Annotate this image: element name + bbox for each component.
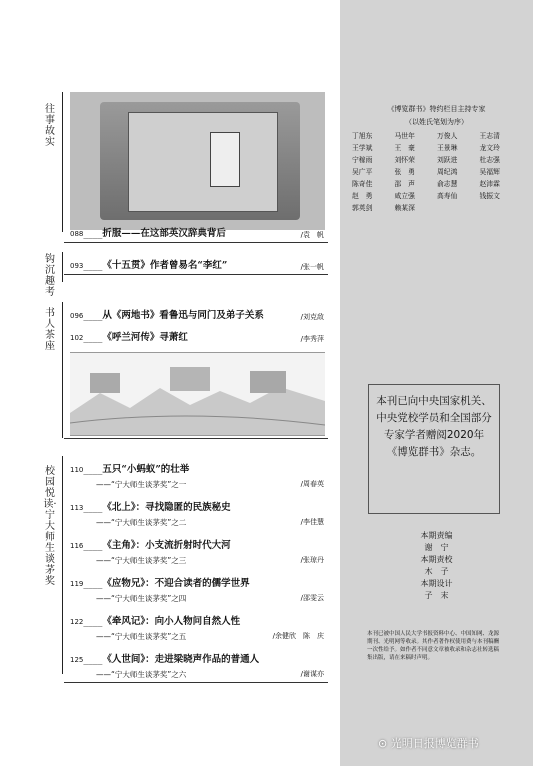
copyright-notice: 本刊已被中国人民大学书报资料中心、中国知网、龙源期刊、光明网等收录。其作者著作权使用费与本刊稿酬一次性给予。如作者不同意文章被收录和杂志社转选稿集出版，请在来稿时声明。 (367, 631, 500, 661)
expert-name: 赖某深 (394, 204, 415, 212)
expert-name: 周纪鸿 (437, 168, 458, 176)
toc-entry[interactable]: 110____五只“小蚂蚁”的壮举 /周春英 (70, 464, 324, 488)
watermark: ⊙ 光明日报博览群书 (378, 737, 479, 750)
expert-name: 赵 勇 (352, 192, 373, 200)
expert-name: 张 勇 (394, 168, 415, 176)
entry-subtitle: ——“宁大师生谈茅奖”之三 (96, 556, 187, 565)
expert-name: 王 豪 (394, 144, 415, 152)
section-label: 钩沉趣考 (45, 254, 55, 298)
expert-name: 刘怀荣 (394, 156, 415, 164)
experts-list (352, 130, 522, 212)
section-bar (62, 252, 63, 282)
toc-entry[interactable]: 093____《十五贯》作者曾易名“李红” /张一帆 (70, 260, 324, 271)
expert-name: 杜志强 (479, 156, 500, 164)
experts-heading: 《博览群书》特约栏目主持专家 （以姓氏笔划为序） (387, 105, 486, 126)
toc-entry[interactable]: 119____《应物兄》：不迎合读者的儒学世界 /邵雯云 (70, 578, 324, 602)
dictionary-photo (70, 92, 325, 230)
expert-name: 王景琳 (437, 144, 458, 152)
section-label: 书人茶座 (45, 308, 55, 352)
entry-subtitle: ——“宁大师生谈茅奖”之四 (96, 594, 187, 603)
toc-entry[interactable]: 088____折服——在这部英汉辞典背后 /袁 帆 (70, 228, 324, 239)
expert-name: 宁稼雨 (352, 156, 373, 164)
expert-name: 陈奇佳 (352, 180, 373, 188)
toc-entry[interactable]: 125____《人世间》：走进梁晓声作品的普通人 /谢谋亦 (70, 654, 324, 678)
section-label: 往事故实 (45, 104, 55, 148)
entry-subtitle: ——“宁大师生谈茅奖”之六 (96, 670, 187, 679)
toc-entry[interactable]: 122____《牵风记》：向小人物问自然人性 /余健欣 陈 庆 (70, 616, 324, 640)
section-bar (62, 92, 63, 232)
expert-name: 赵沛霖 (479, 180, 500, 188)
entry-subtitle: ——“宁大师生谈茅奖”之二 (96, 518, 187, 527)
toc-entry[interactable]: 113____《北上》：寻找隐匿的民族秘史 /李佳慧 (70, 502, 324, 526)
toc-entry[interactable]: 116____《主角》：小支流折射时代大河 /张琼丹 (70, 540, 324, 564)
expert-name: 郭英剑 (352, 204, 373, 212)
expert-name: 龙文玲 (479, 144, 500, 152)
section-bar (62, 302, 63, 438)
editors-credits: 本期责编 谢 宁 本期责校 木 子 本期设计 子 末 (420, 531, 453, 600)
expert-name: 刘跃进 (437, 156, 458, 164)
toc-entry[interactable]: 102____《呼兰河传》寻萧红 /李秀萍 (70, 332, 324, 343)
expert-name: 王志清 (479, 132, 500, 140)
expert-name: 吴广平 (352, 168, 373, 176)
town-illustration (70, 352, 325, 436)
expert-name: 俞志慧 (437, 180, 458, 188)
expert-name: 丁旭东 (352, 132, 373, 140)
expert-name: 邵 声 (394, 180, 415, 188)
expert-name: 马世年 (394, 132, 415, 140)
section-label: 校园悦读·宁大师生谈茅奖 (43, 466, 57, 587)
expert-name: 高寿仙 (437, 192, 458, 200)
gift-notice-box: 本刊已向中央国家机关、中央党校学员和全国部分专家学者赠阅2020年《博览群书》杂志。 (368, 384, 500, 514)
expert-name: 吴福辉 (479, 168, 500, 176)
expert-name: 王学斌 (352, 144, 373, 152)
entry-subtitle: ——“宁大师生谈茅奖”之一 (96, 480, 187, 489)
section-bar (62, 456, 63, 674)
expert-name: 钱振文 (479, 192, 500, 200)
expert-name: 咸立强 (394, 192, 415, 200)
entry-subtitle: ——“宁大师生谈茅奖”之五 (96, 632, 187, 641)
toc-entry[interactable]: 096____从《两地书》看鲁迅与同门及弟子关系 /刘克敌 (70, 310, 324, 321)
expert-name: 万俊人 (437, 132, 458, 140)
